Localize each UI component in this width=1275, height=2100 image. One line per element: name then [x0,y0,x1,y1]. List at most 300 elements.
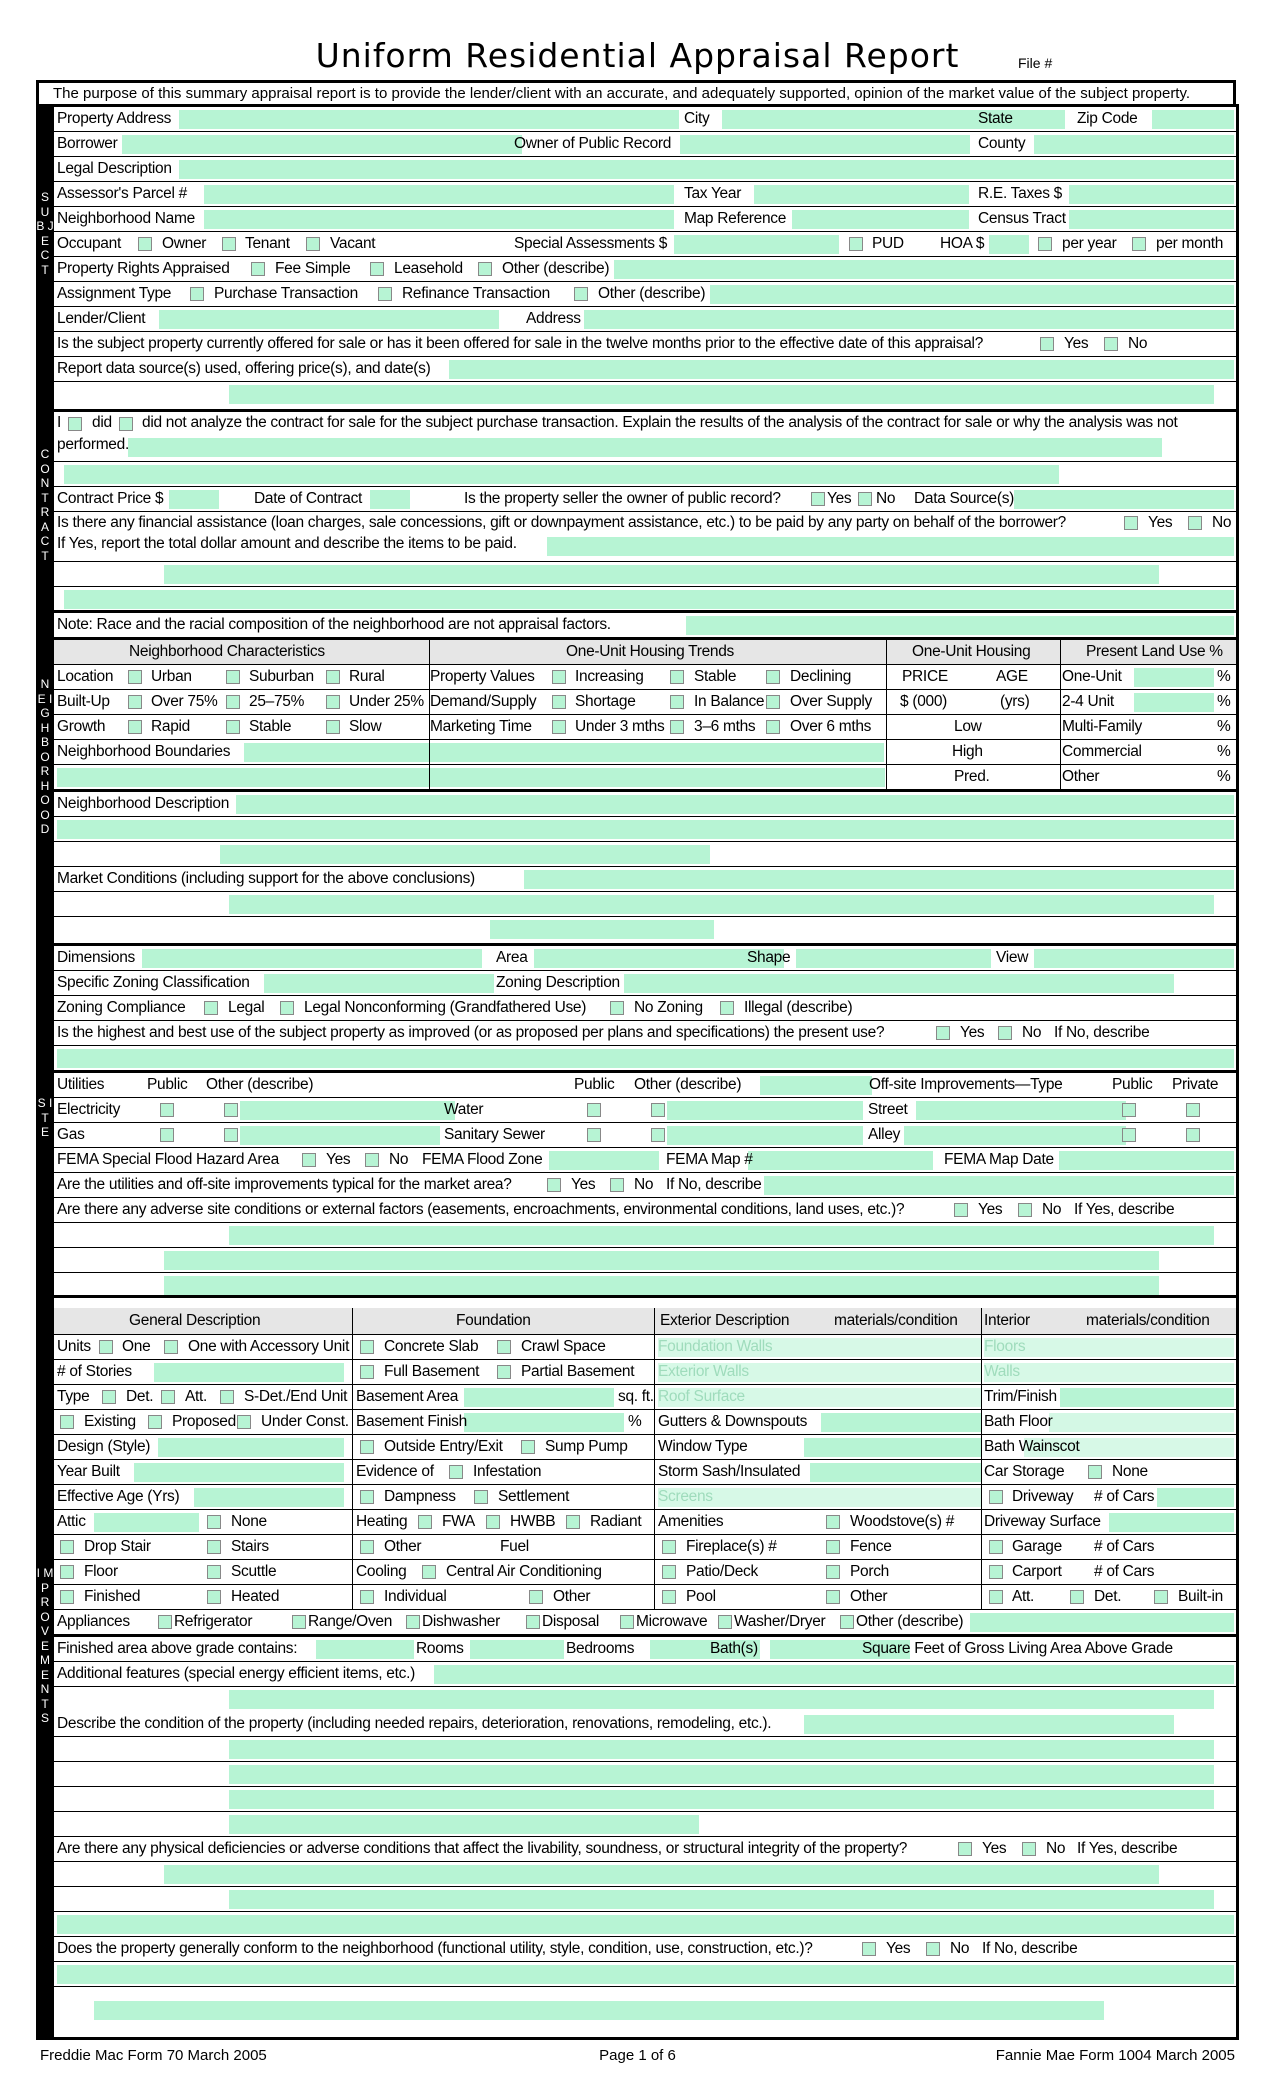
form-row [54,132,1236,157]
hwbb-checkbox[interactable] [486,1515,500,1529]
legal-checkbox[interactable] [204,1001,218,1015]
alley-public-checkbox[interactable] [1122,1128,1136,1142]
attic-floor-checkbox[interactable] [60,1565,74,1579]
field-label: # of Cars [1094,1563,1155,1580]
field-label: R.E. Taxes $ [978,185,1062,202]
attic-finished-checkbox[interactable] [60,1590,74,1604]
typical-no-checkbox[interactable] [610,1178,624,1192]
neighborhood-description-field[interactable] [236,795,1234,814]
zoning-class-field[interactable] [264,974,494,993]
deficiencies-field[interactable] [164,1865,1159,1884]
shape-field[interactable] [796,949,991,968]
conform-no-checkbox[interactable] [926,1942,940,1956]
amenities-other-checkbox[interactable] [826,1590,840,1604]
adverse-describe-field-3[interactable] [164,1276,1159,1295]
appliances-other-field[interactable] [970,1613,1234,1632]
illegal-checkbox[interactable] [720,1001,734,1015]
central-air-checkbox[interactable] [422,1565,436,1579]
conform-field[interactable] [57,1965,1234,1984]
over75-checkbox[interactable] [128,695,142,709]
pool-checkbox[interactable] [662,1590,676,1604]
neighborhood-section [54,613,1239,946]
field-label: Evidence of [356,1463,434,1480]
neighborhood-name-field[interactable] [204,210,674,229]
legal-description-field[interactable] [179,160,1234,179]
field-label: Scuttle [231,1563,277,1580]
form-row [54,1021,1236,1046]
field-label: Basement Area [356,1388,459,1405]
did-not-checkbox[interactable] [119,417,133,431]
heated-checkbox[interactable] [207,1590,221,1604]
lender-field[interactable] [159,310,499,329]
offered-no-checkbox[interactable] [1104,337,1118,351]
refinance-checkbox[interactable] [378,287,392,301]
car-storage-none-checkbox[interactable] [1088,1465,1102,1479]
storm-sash-field[interactable] [810,1463,982,1482]
form-row [54,562,1236,587]
field-label: HWBB [510,1513,556,1530]
field-label: Dimensions [57,949,135,966]
rooms-field[interactable] [316,1640,414,1659]
partial-basement-checkbox[interactable] [497,1365,511,1379]
fema-yes-checkbox[interactable] [302,1153,316,1167]
window-type-field[interactable] [804,1438,982,1457]
year-built-field[interactable] [134,1463,344,1482]
sewer-other-field[interactable] [667,1126,863,1145]
field-label: % [1217,668,1231,685]
parcel-field[interactable] [204,185,674,204]
disposal-checkbox[interactable] [526,1615,540,1629]
condition-field-2[interactable] [229,1740,1214,1759]
city-field[interactable] [722,110,1022,129]
type-att-checkbox[interactable] [161,1390,175,1404]
deficiencies-no-checkbox[interactable] [1022,1842,1036,1856]
form-row [54,462,1236,487]
over-supply-checkbox[interactable] [766,695,780,709]
drop-stair-checkbox[interactable] [60,1540,74,1554]
garage-att-checkbox[interactable] [989,1590,1003,1604]
refrigerator-checkbox[interactable] [158,1615,172,1629]
dishwasher-checkbox[interactable] [406,1615,420,1629]
sump-pump-checkbox[interactable] [521,1440,535,1454]
basement-finish-field[interactable] [464,1413,624,1432]
lender-address-field[interactable] [584,310,1234,329]
adverse-describe-field-2[interactable] [164,1251,1159,1270]
column-divider [1060,640,1061,792]
field-label: Suburban [249,668,314,685]
field-label: Are there any adverse site conditions or external factors (easements, encroachments, environmental conditions, land uses, etc.)? [57,1201,905,1218]
form-row [54,792,1236,817]
assistance-yes-checkbox[interactable] [1124,516,1138,530]
contract-analysis-field-2[interactable] [64,465,1059,484]
occupant-tenant-checkbox[interactable] [222,237,236,251]
deficiencies-field-2[interactable] [229,1890,1214,1909]
intro-text: The purpose of this summary appraisal report is to provide the lender/client with an accurate, and adequately supported, opinion of the market value of the subject property. [36,80,1236,104]
water-other-checkbox[interactable] [651,1103,665,1117]
field-label: Purchase Transaction [214,285,358,302]
bath-floor-field[interactable] [1049,1413,1234,1432]
declining-checkbox[interactable] [766,670,780,684]
form-row [54,1535,1236,1560]
field-label: Borrower [57,135,118,152]
one-unit-pct-field[interactable] [1134,668,1214,687]
neighborhood-description-field-2[interactable] [57,820,1234,839]
under3-checkbox[interactable] [552,720,566,734]
attic-field[interactable] [94,1513,199,1532]
form-row [54,107,1236,132]
zoning-desc-field[interactable] [624,974,1174,993]
field-label: Storm Sash/Insulated [658,1463,801,1480]
map-reference-field[interactable] [792,210,969,229]
field-label: FEMA Special Flood Hazard Area [57,1151,279,1168]
attic-none-checkbox[interactable] [207,1515,221,1529]
individual-checkbox[interactable] [360,1590,374,1604]
radiant-checkbox[interactable] [566,1515,580,1529]
purchase-checkbox[interactable] [190,287,204,301]
m3-6-checkbox[interactable] [670,720,684,734]
fema-map-field[interactable] [748,1151,933,1170]
assistance-no-checkbox[interactable] [1188,516,1202,530]
gas-public-checkbox[interactable] [160,1128,174,1142]
field-label: Det. [126,1388,154,1405]
field-label: Shape [747,949,791,966]
form-row [54,1837,1236,1862]
under-const-checkbox[interactable] [237,1415,251,1429]
field-label: Rural [349,668,385,685]
b25-75-checkbox[interactable] [226,695,240,709]
field-label: Other [553,1588,591,1605]
design-field[interactable] [158,1438,344,1457]
fee-simple-checkbox[interactable] [251,262,265,276]
form-row [54,157,1236,182]
special-assessments-field[interactable] [674,235,839,254]
field-label: Trim/Finish [984,1388,1057,1405]
field-label: materials/condition [1086,1312,1210,1329]
sewer-other-checkbox[interactable] [651,1128,665,1142]
view-field[interactable] [1034,949,1234,968]
field-label: Garage [1012,1538,1062,1555]
boundaries-field[interactable] [244,743,884,762]
walls-field[interactable] [984,1363,1234,1382]
units-one-checkbox[interactable] [99,1340,113,1354]
garage-checkbox[interactable] [989,1540,1003,1554]
garage-builtin-checkbox[interactable] [1154,1590,1168,1604]
owner-field[interactable] [680,135,970,154]
gas-other-checkbox[interactable] [224,1128,238,1142]
outside-entry-checkbox[interactable] [360,1440,374,1454]
street-private-checkbox[interactable] [1186,1103,1200,1117]
form-row [54,1073,1236,1098]
form-row [54,1173,1236,1198]
field-label: Built-in [1178,1588,1223,1605]
data-sources-field-2[interactable] [229,385,1214,404]
water-public-checkbox[interactable] [587,1103,601,1117]
hbu-describe-field[interactable] [57,1049,1234,1068]
field-label: (yrs) [1000,693,1030,710]
occupant-owner-checkbox[interactable] [138,237,152,251]
contract-analysis-field[interactable] [128,438,1162,457]
two-four-pct-field[interactable] [1134,693,1214,712]
field-label: Refrigerator [174,1613,253,1630]
field-label: In Balance [694,693,765,710]
field-label: Is there any financial assistance (loan charges, sale concessions, gift or downpayment assistance, etc.) to be paid by any party on behalf of the borrower? [57,514,1066,531]
legal-nonconforming-checkbox[interactable] [280,1001,294,1015]
alley-field[interactable] [904,1126,1126,1145]
hbu-no-checkbox[interactable] [998,1026,1012,1040]
footer-freddie-mac: Freddie Mac Form 70 March 2005 [40,2047,267,2064]
type-det-checkbox[interactable] [102,1390,116,1404]
condition-field-5[interactable] [229,1815,699,1834]
did-checkbox[interactable] [68,417,82,431]
field-label: County [978,135,1026,152]
neighborhood-description-field-3[interactable] [220,845,710,864]
leasehold-checkbox[interactable] [370,262,384,276]
field-label: Pred. [954,768,990,785]
sewer-public-checkbox[interactable] [587,1128,601,1142]
field-label: Stairs [231,1538,269,1555]
adverse-no-checkbox[interactable] [1018,1203,1032,1217]
field-label: Effective Age (Yrs) [57,1488,180,1505]
seller-owner-yes-checkbox[interactable] [811,492,825,506]
field-label: Gutters & Downspouts [658,1413,808,1430]
form-row [54,1335,1236,1360]
form-row: I M P R O V E M E N T S [36,1566,54,1725]
garage-det-checkbox[interactable] [1070,1590,1084,1604]
shortage-checkbox[interactable] [552,695,566,709]
field-label: S-Det./End Unit [244,1388,348,1405]
assistance-amount-field[interactable] [547,537,1234,556]
boundaries-field-2[interactable] [57,768,885,787]
market-conditions-field-3[interactable] [490,920,714,939]
driveway-checkbox[interactable] [989,1490,1003,1504]
dampness-checkbox[interactable] [360,1490,374,1504]
adverse-yes-checkbox[interactable] [954,1203,968,1217]
driveway-surface-field[interactable] [1109,1513,1234,1532]
fwa-checkbox[interactable] [418,1515,432,1529]
electricity-public-checkbox[interactable] [160,1103,174,1117]
suburban-checkbox[interactable] [226,670,240,684]
fema-no-checkbox[interactable] [365,1153,379,1167]
field-label: Map Reference [684,210,787,227]
cooling-other-checkbox[interactable] [529,1590,543,1604]
contract-data-source-field[interactable] [1014,490,1234,509]
field-label: HOA $ [940,235,985,252]
heating-other-checkbox[interactable] [360,1540,374,1554]
field-label: Concrete Slab [384,1338,479,1355]
street-public-checkbox[interactable] [1122,1103,1136,1117]
type-sdet-checkbox[interactable] [220,1390,234,1404]
form-row [54,1812,1236,1837]
concrete-slab-checkbox[interactable] [360,1340,374,1354]
water-other-field[interactable] [667,1101,863,1120]
field-label: Woodstove(s) # [850,1513,955,1530]
field-label: Sanitary Sewer [444,1126,545,1143]
street-field[interactable] [916,1101,1126,1120]
field-label: # of Cars [1094,1538,1155,1555]
stories-field[interactable] [154,1363,344,1382]
scuttle-checkbox[interactable] [207,1565,221,1579]
field-label: No Zoning [634,999,703,1016]
assistance-field-2[interactable] [164,565,1159,584]
fema-zone-field[interactable] [549,1151,659,1170]
stable-values-checkbox[interactable] [670,670,684,684]
field-label: Screens [658,1488,713,1505]
field-label: Electricity [57,1101,121,1118]
patio-checkbox[interactable] [662,1565,676,1579]
form-row [54,946,1236,971]
units-accessory-checkbox[interactable] [164,1340,178,1354]
microwave-checkbox[interactable] [620,1615,634,1629]
field-label: Illegal (describe) [744,999,853,1016]
stairs-checkbox[interactable] [207,1540,221,1554]
typical-describe-field[interactable] [764,1176,1234,1195]
file-number-label: File # [1018,55,1053,71]
deficiencies-field-3[interactable] [57,1915,1234,1934]
trim-field[interactable] [1060,1388,1234,1407]
utilities-header-field [760,1076,872,1095]
additional-features-field-2[interactable] [229,1690,1214,1709]
hoa-field[interactable] [989,235,1029,254]
field-label: Other (describe) [598,285,706,302]
field-label: 2-4 Unit [1062,693,1114,710]
form-row [54,1485,1236,1510]
gutters-field[interactable] [821,1413,982,1432]
in-balance-checkbox[interactable] [670,695,684,709]
contract-price-field[interactable] [169,490,219,509]
appliances-other-checkbox[interactable] [840,1615,854,1629]
field-label: Other (describe) [856,1613,964,1630]
field-label: Zoning Compliance [57,999,186,1016]
no-zoning-checkbox[interactable] [610,1001,624,1015]
effective-age-field[interactable] [194,1488,344,1507]
field-label: Neighborhood Characteristics [129,643,325,660]
field-label: No [876,490,896,507]
sidebar-site [36,946,54,1298]
hoa-per-month-checkbox[interactable] [1132,237,1146,251]
deficiencies-yes-checkbox[interactable] [958,1842,972,1856]
borrower-field[interactable] [122,135,522,154]
alley-private-checkbox[interactable] [1186,1128,1200,1142]
over6-checkbox[interactable] [766,720,780,734]
field-label: If No, describe [982,1940,1078,1957]
assignment-other-checkbox[interactable] [574,287,588,301]
field-label: Type [57,1388,90,1405]
slow-checkbox[interactable] [326,720,340,734]
field-label: Assignment Type [57,285,172,302]
gas-other-field[interactable] [240,1126,440,1145]
infestation-checkbox[interactable] [449,1465,463,1479]
bedrooms-field[interactable] [470,1640,564,1659]
hoa-per-year-checkbox[interactable] [1038,237,1052,251]
carport-checkbox[interactable] [989,1565,1003,1579]
fireplace-checkbox[interactable] [662,1540,676,1554]
stable-growth-checkbox[interactable] [226,720,240,734]
hbu-yes-checkbox[interactable] [936,1026,950,1040]
fence-checkbox[interactable] [826,1540,840,1554]
field-label: Rooms [416,1640,464,1657]
existing-checkbox[interactable] [60,1415,74,1429]
condition-field[interactable] [804,1715,1174,1734]
washer-dryer-checkbox[interactable] [718,1615,732,1629]
rights-other-checkbox[interactable] [478,262,492,276]
field-label: $ (000) [900,693,948,710]
property-address-field[interactable] [179,110,679,129]
field-label: Yes [326,1151,351,1168]
offered-yes-checkbox[interactable] [1040,337,1054,351]
dimensions-field[interactable] [142,949,482,968]
woodstove-checkbox[interactable] [826,1515,840,1529]
field-label: Yes [1148,514,1173,531]
electricity-other-checkbox[interactable] [224,1103,238,1117]
field-label: Off-site Improvements—Type [869,1076,1063,1093]
form-row [54,1098,1236,1123]
field-label: Yes [960,1024,985,1041]
state-field[interactable] [1015,110,1065,129]
conform-yes-checkbox[interactable] [862,1942,876,1956]
crawl-space-checkbox[interactable] [497,1340,511,1354]
field-label: Fuel [500,1538,529,1555]
increasing-checkbox[interactable] [552,670,566,684]
zip-field[interactable] [1152,110,1234,129]
field-label: Zip Code [1077,110,1138,127]
form-row [54,232,1236,257]
county-field[interactable] [1034,135,1234,154]
form-row [54,357,1236,382]
field-label: Att. [1012,1588,1035,1605]
settlement-checkbox[interactable] [474,1490,488,1504]
form-row [54,740,1236,765]
conform-field-2[interactable] [94,2001,1104,2020]
range-oven-checkbox[interactable] [292,1615,306,1629]
adverse-describe-field[interactable] [229,1226,1214,1245]
field-label: No [1128,335,1148,352]
basement-area-field[interactable] [464,1388,614,1407]
full-basement-checkbox[interactable] [360,1365,374,1379]
proposed-checkbox[interactable] [148,1415,162,1429]
assignment-other-field[interactable] [710,285,1234,304]
additional-features-field[interactable] [434,1665,1234,1684]
census-tract-field[interactable] [1069,210,1234,229]
assistance-field-3[interactable] [64,590,1234,609]
field-label: Date of Contract [254,490,363,507]
rural-checkbox[interactable] [326,670,340,684]
re-taxes-field[interactable] [1069,185,1234,204]
under25-checkbox[interactable] [326,695,340,709]
market-conditions-field-2[interactable] [229,895,1214,914]
driveway-cars-field[interactable] [1157,1488,1234,1507]
typical-yes-checkbox[interactable] [547,1178,561,1192]
market-conditions-field[interactable] [524,870,1234,889]
field-label: Tax Year [684,185,742,202]
porch-checkbox[interactable] [826,1565,840,1579]
seller-owner-no-checkbox[interactable] [858,492,872,506]
data-sources-field[interactable] [449,360,1234,379]
condition-field-3[interactable] [229,1765,1214,1784]
rapid-checkbox[interactable] [128,720,142,734]
occupant-vacant-checkbox[interactable] [306,237,320,251]
rights-other-field[interactable] [614,260,1234,279]
tax-year-field[interactable] [754,185,969,204]
field-label: Floors [984,1338,1026,1355]
fema-date-field[interactable] [1059,1151,1234,1170]
contract-date-field[interactable] [370,490,410,509]
urban-checkbox[interactable] [128,670,142,684]
field-label: No [1046,1840,1066,1857]
pud-checkbox[interactable] [849,237,863,251]
electricity-other-field[interactable] [240,1101,455,1120]
field-label: Present Land Use % [1086,643,1223,660]
condition-field-4[interactable] [229,1790,1214,1809]
